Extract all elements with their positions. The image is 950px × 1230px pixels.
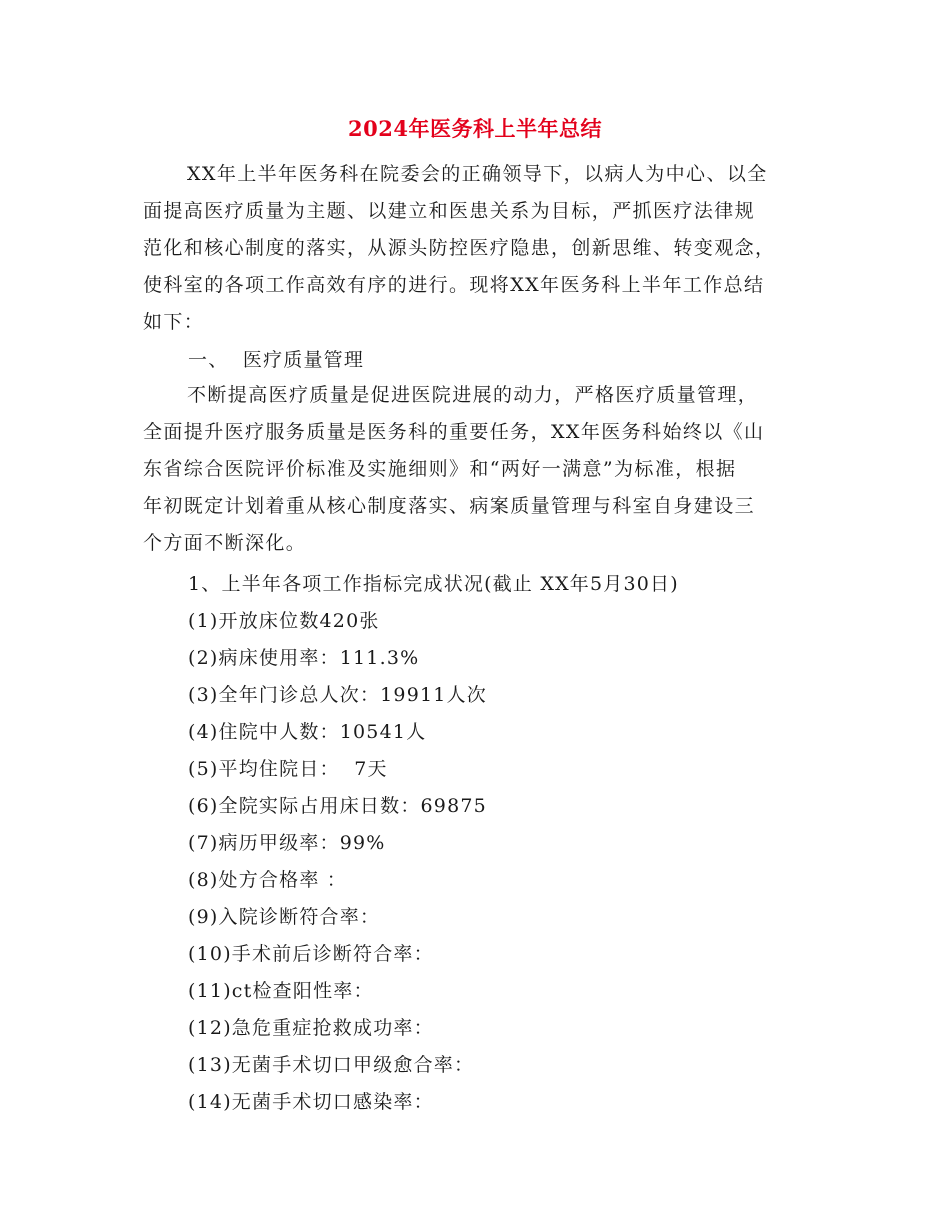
indicator-item: (1)开放床位数420张: [188, 610, 380, 632]
sub-heading: 1、上半年各项工作指标完成状况(截止 XX年5月30日): [188, 573, 679, 595]
body-line: 个方面不断深化。: [143, 532, 307, 554]
indicator-item: (8)处方合格率 ：: [188, 869, 347, 891]
indicator-item: (5)平均住院日： 7天: [188, 758, 388, 780]
indicator-item: (14)无菌手术切口感染率：: [188, 1091, 434, 1113]
indicator-item: (12)急危重症抢救成功率：: [188, 1017, 434, 1039]
indicator-item: (7)病历甲级率：99%: [188, 832, 386, 854]
indicator-item: (2)病床使用率：111.3%: [188, 647, 420, 669]
indicator-item: (11)ct检查阳性率：: [188, 980, 374, 1002]
body-line: 不断提高医疗质量是促进医院进展的动力，严格医疗质量管理，: [187, 384, 759, 406]
body-line: 全面提升医疗服务质量是医务科的重要任务，XX年医务科始终以《山: [143, 421, 765, 443]
intro-line: 如下：: [143, 311, 205, 333]
document-title: 2024年医务科上半年总结: [348, 116, 602, 141]
indicator-item: (4)住院中人数：10541人: [188, 721, 427, 743]
intro-line: 范化和核心制度的落实，从源头防控医疗隐患，创新思维、转变观念，: [143, 237, 776, 259]
indicator-item: (13)无菌手术切口甲级愈合率：: [188, 1054, 475, 1076]
indicator-item: (9)入院诊断符合率：: [188, 906, 381, 928]
intro-line: XX年上半年医务科在院委会的正确领导下，以病人为中心、以全: [187, 163, 768, 185]
intro-paragraph: [143, 156, 803, 341]
indicator-item: (3)全年门诊总人次：19911人次: [188, 684, 487, 706]
intro-line: 面提高医疗质量为主题、以建立和医患关系为目标，严抓医疗法律规: [143, 200, 756, 222]
intro-line: 使科室的各项工作高效有序的进行。现将XX年医务科上半年工作总结: [143, 274, 765, 296]
indicator-item: (10)手术前后诊断符合率：: [188, 943, 434, 965]
body-paragraph: [143, 377, 803, 562]
body-line: 东省综合医院评价标准及实施细则》和“两好一满意”为标准，根据: [143, 458, 737, 480]
indicator-item: (6)全院实际占用床日数：69875: [188, 795, 487, 817]
body-line: 年初既定计划着重从核心制度落实、病案质量管理与科室自身建设三: [143, 495, 756, 517]
section-heading: 一、 医疗质量管理: [188, 349, 365, 371]
